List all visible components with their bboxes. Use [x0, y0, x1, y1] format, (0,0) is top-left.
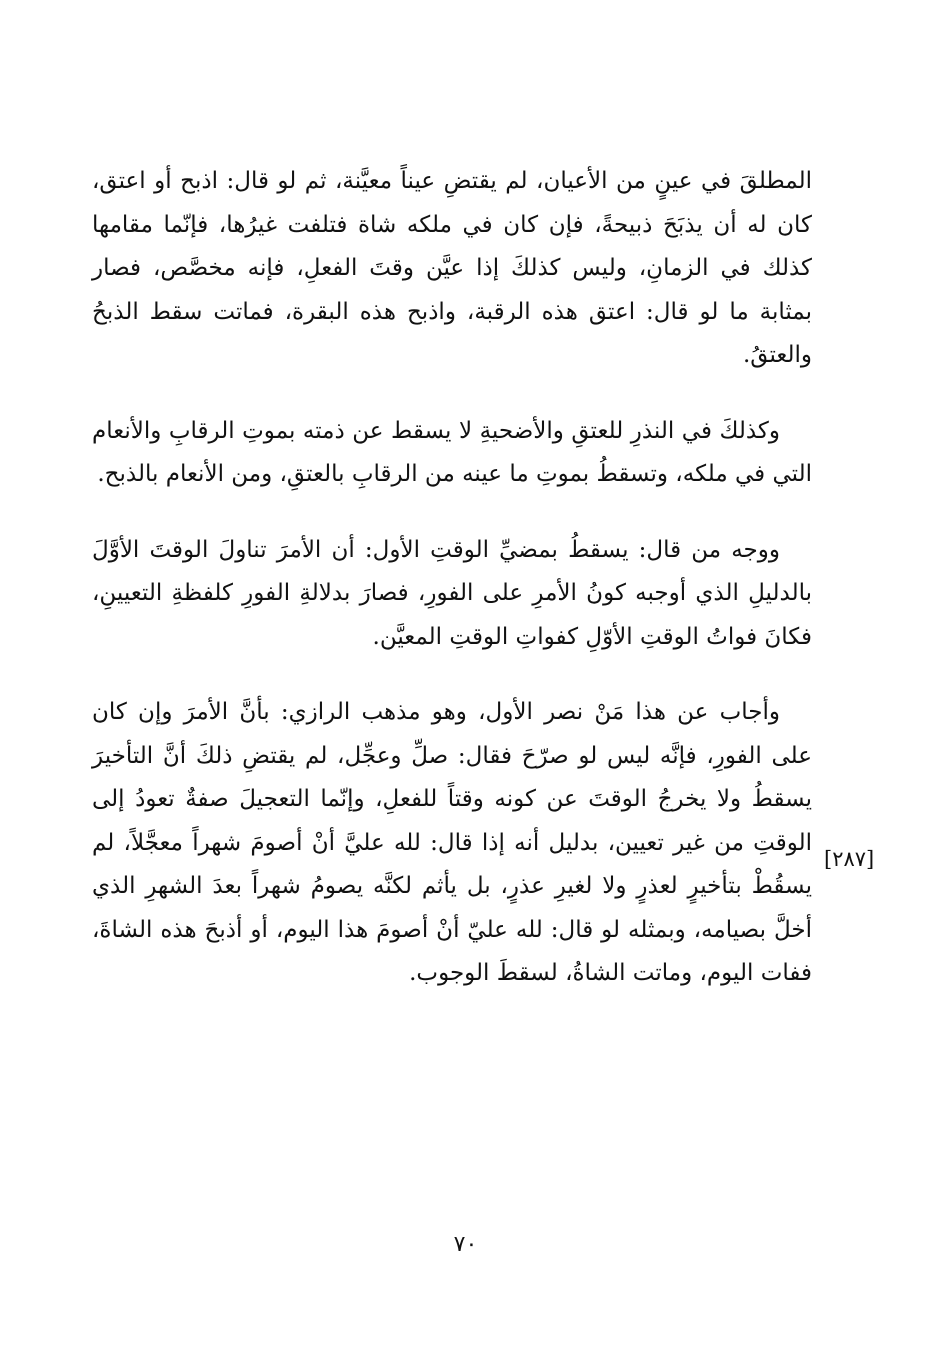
- page-number: ٧٠: [453, 1232, 478, 1257]
- margin-page-reference: [٢٨٧]: [824, 847, 875, 871]
- paragraph-3: ووجه من قال: يسقطُ بمضيِّ الوقتِ الأول: أن الأمرَ تناولَ الوقتَ الأوَّلَ بالدليلِ الذي أوجبه كونُ الأمرِ على الفورِ، فصارَ بدلالةِ الفورِ كلفظةِ التعيينِ، فكانَ فواتُ الوقتِ الأوّلِ كفواتِ الوقتِ المعيَّن.: [92, 536, 812, 650]
- paragraph-1: المطلقَ في عينٍ من الأعيان، لم يقتضِ عيناً معيَّنة، ثم لو قال: اذبح أو اعتق، كان له أن يذبَحَ ذبيحةً، فإن كان في ملكه شاة فتلفت غيرُها، فإنّما مقامها كذلك في الزمانِ، وليس كذلكَ إذا عيَّن وقتَ الفعلِ، فإنه مخصَّص، فصار بمثابة ما لو قال: اعتق هذه الرقبة، واذبح هذه البقرة، فماتت سقط الذبحُ والعتقُ.: [92, 168, 812, 368]
- paragraph-4: وأجاب عن هذا مَنْ نصر الأول، وهو مذهب الرازي: بأنَّ الأمرَ وإن كان على الفورِ، فإنَّه ليس لو صرّحَ فقال: صلِّ وعجِّل، لم يقتضِ ذلكَ أنَّ التأخيرَ يسقطُ ولا يخرجُ الوقتَ عن كونه وقتاً للفعلِ، وإنّما التعجيلَ صفةٌ تعودُ إلى الوقتِ من غير تعيين، بدليل أنه إذا قال: لله عليَّ أنْ أصومَ شهراً معجَّلاً، لم يسقُطْ بتأخيرٍ لعذرٍ ولا لغيرِ عذرٍ، بل يأثم لكنَّه يصومُ شهراً بعدَ الشهرِ الذي أخلَّ بصيامه، وبمثله لو قال: لله عليّ أنْ أصومَ هذا اليوم، أو أذبحَ هذه الشاةَ، ففات اليوم، وماتت الشاةُ، لسقطَ الوجوب.: [92, 699, 812, 986]
- paragraph-2: وكذلكَ في النذرِ للعتقِ والأضحيةِ لا يسقط عن ذمته بموتِ الرقابِ والأنعام التي في ملكه، وتسقطُ بموتِ ما عينه من الرقابِ بالعتقِ، ومن الأنعام بالذبح.: [92, 417, 812, 487]
- page-body: [92, 160, 812, 1028]
